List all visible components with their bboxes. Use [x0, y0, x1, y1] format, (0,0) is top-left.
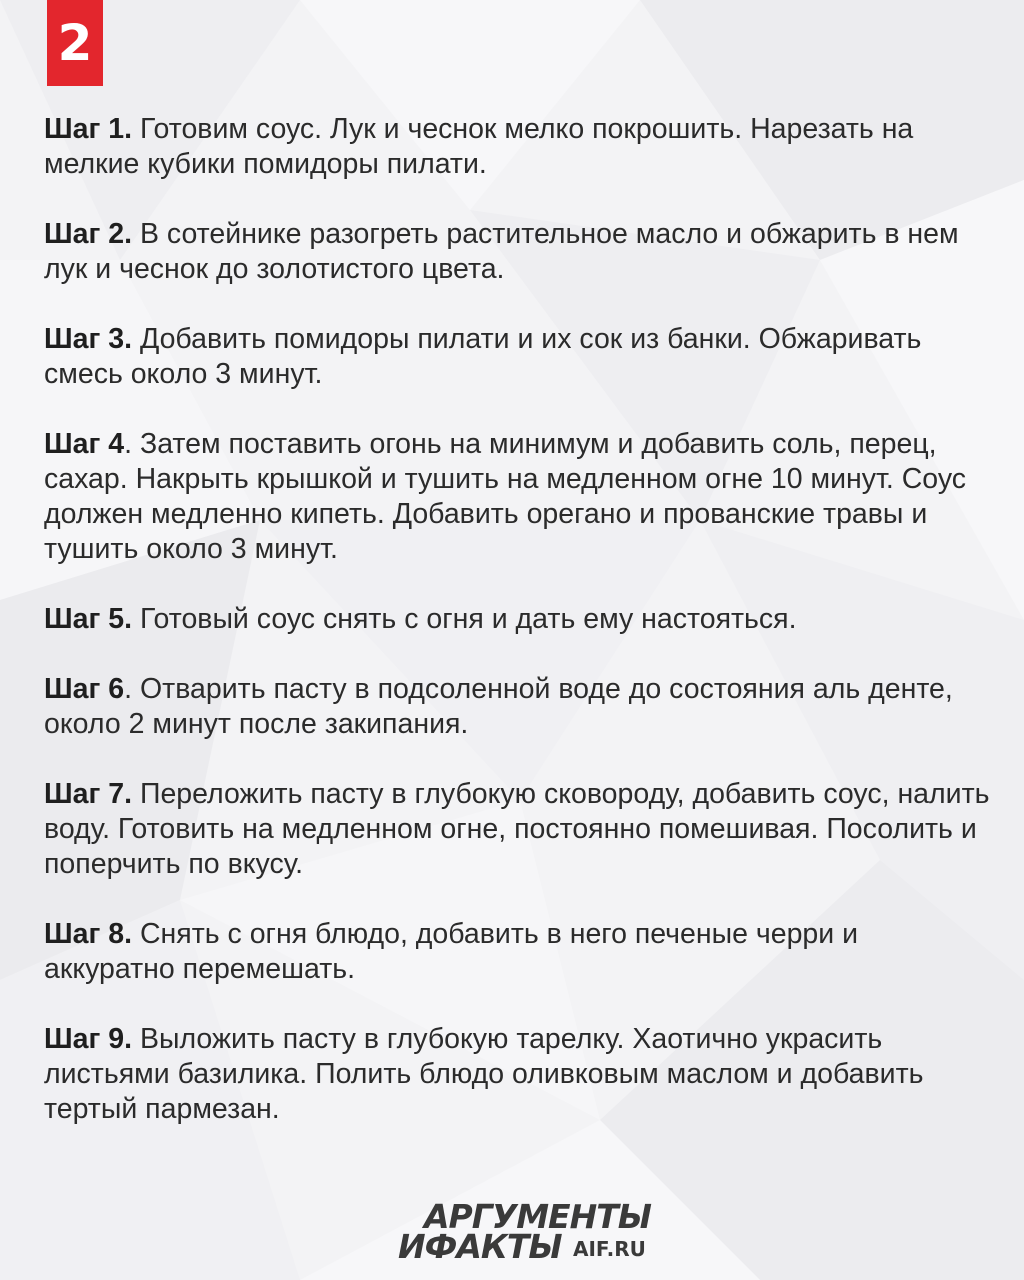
step-label: Шаг 2.	[44, 218, 133, 250]
step-label: Шаг 6	[44, 673, 125, 705]
logo-line-1: АРГУМЕНТЫ	[424, 1197, 651, 1236]
recipe-steps	[44, 112, 994, 1162]
step-text: Готовый соус снять с огня и дать ему настояться.	[132, 603, 797, 635]
step-text: Снять с огня блюдо, добавить в него печеные черри и аккуратно перемешать.	[44, 918, 859, 985]
step-4	[44, 427, 994, 567]
logo-site: AIF.RU	[573, 1237, 646, 1261]
step-2	[44, 217, 994, 287]
step-text: В сотейнике разогреть растительное масло и обжарить в нем лук и чеснок до золотистого цвета.	[44, 218, 959, 285]
step-text: Переложить пасту в глубокую сковороду, добавить соус, налить воду. Готовить на медленном огне, постоянно помешивая. Посолить и поперчить по вкусу.	[44, 778, 990, 880]
step-9	[44, 1022, 994, 1127]
step-label: Шаг 8.	[44, 918, 133, 950]
step-text: Выложить пасту в глубокую тарелку. Хаотично украсить листьями базилика. Полить блюдо оливковым маслом и добавить тертый пармезан.	[44, 1023, 924, 1125]
step-label: Шаг 7.	[44, 778, 133, 810]
aif-logo	[398, 1197, 658, 1266]
step-text: . Отварить пасту в подсоленной воде до состояния аль денте, около 2 минут после закипания.	[44, 673, 953, 740]
step-text: . Затем поставить огонь на минимум и добавить соль, перец, сахар. Накрыть крышкой и тушить на медленном огне 10 минут. Соус должен медленно кипеть. Добавить орегано и прованские травы и тушить около 3 минут.	[44, 428, 967, 565]
logo-line-2: ИФАКТЫ	[398, 1227, 562, 1266]
step-3	[44, 322, 994, 392]
step-5	[44, 602, 994, 637]
step-1	[44, 112, 994, 182]
step-label: Шаг 1.	[44, 113, 133, 145]
page-number-badge: 2	[47, 0, 103, 86]
step-text: Готовим соус. Лук и чеснок мелко покрошить. Нарезать на мелкие кубики помидоры пилати.	[44, 113, 914, 180]
step-label: Шаг 5.	[44, 603, 133, 635]
step-7	[44, 777, 994, 882]
step-label: Шаг 3.	[44, 323, 133, 355]
step-6	[44, 672, 994, 742]
step-8	[44, 917, 994, 987]
step-text: Добавить помидоры пилати и их сок из банки. Обжаривать смесь около 3 минут.	[44, 323, 922, 390]
step-label: Шаг 4	[44, 428, 125, 460]
step-label: Шаг 9.	[44, 1023, 133, 1055]
